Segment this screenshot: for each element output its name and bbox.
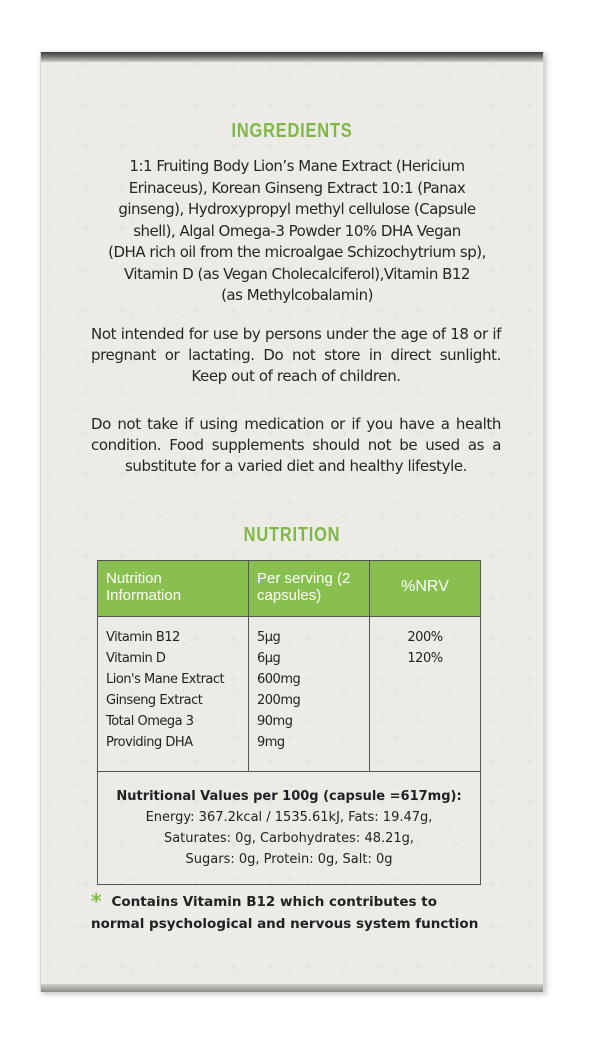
ingredients-list [87, 156, 507, 307]
nutrient-nrv: 120% [407, 651, 443, 666]
box-top-edge [41, 52, 543, 62]
nutrient-name: Ginseng Extract [106, 693, 203, 708]
ingredients-line: shell), Algal Omega-3 Powder 10% DHA Vegan [133, 221, 461, 240]
warning-medication: Do not take if using medication or if you have a health condition. Food supplements should not be used as a substitute for a varied diet and healthy lifestyle. [91, 415, 501, 475]
footnote-line-1 [91, 890, 511, 913]
nutrient-amount: 6µg [257, 651, 281, 666]
nutrient-amount: 600mg [257, 672, 301, 687]
nutrient-name: Vitamin B12 [106, 630, 180, 645]
footnote-text-2: normal psychological and nervous system function [91, 916, 479, 932]
warning-age-storage: Not intended for use by persons under the age of 18 or if pregnant or lactating. Do not store in direct sunlight. Keep out of reach of children. [91, 325, 501, 385]
ingredients-line: Erinaceus), Korean Ginseng Extract 10:1 (Panax [128, 178, 466, 197]
ingredients-line: (as Methylcobalamin) [221, 286, 373, 304]
vitamin-b12-claim [91, 890, 511, 935]
header-per-serving: Per serving (2 capsules) [249, 561, 370, 616]
ingredients-line: ginseng), Hydroxypropyl methyl cellulose (Capsule [118, 200, 476, 218]
values-title: Nutritional Values per 100g (capsule =617mg): [116, 789, 462, 804]
header-nrv: %NRV [401, 578, 449, 595]
nutrient-amount: 90mg [257, 714, 293, 729]
footnote-text-1: Contains Vitamin B12 which contributes to [111, 894, 437, 910]
product-box-side [40, 52, 544, 992]
nutrient-nrv-column [370, 617, 480, 771]
nutrient-amount: 5µg [257, 630, 281, 645]
values-line: Sugars: 0g, Protein: 0g, Salt: 0g [185, 852, 393, 867]
nutrition-heading: NUTRITION [243, 524, 341, 546]
asterisk-icon: * [91, 889, 102, 913]
ingredients-heading: INGREDIENTS [231, 120, 353, 142]
ingredients-line: (DHA rich oil from the microalgae Schizochytrium sp), [108, 243, 486, 261]
nutrient-amount: 200mg [257, 693, 301, 708]
values-line: Energy: 367.2kcal / 1535.61kJ, Fats: 19.47g, [145, 810, 433, 825]
values-line: Saturates: 0g, Carbohydrates: 48.21g, [163, 831, 415, 846]
nutrient-nrv: 200% [407, 630, 443, 645]
nutrition-table-body [98, 617, 480, 772]
header-nutrition-information: Nutrition Information [98, 561, 249, 616]
nutrition-table-header [98, 561, 480, 617]
ingredients-line: 1:1 Fruiting Body Lion’s Mane Extract (Hericium [129, 157, 465, 175]
nutrient-name: Providing DHA [106, 735, 193, 750]
ingredients-line: Vitamin D (as Vegan Cholecalciferol),Vitamin B12 [124, 264, 470, 283]
nutrient-amount: 9mg [257, 735, 285, 750]
nutrient-amount-column [249, 617, 370, 771]
nutrition-table [97, 560, 481, 885]
nutrient-name: Total Omega 3 [106, 714, 194, 729]
nutrient-name: Lion's Mane Extract [106, 672, 225, 687]
nutrient-name: Vitamin D [106, 651, 166, 666]
nutrient-name-column [98, 617, 249, 771]
box-bottom-edge [41, 984, 543, 992]
nutritional-values-per-100g [98, 772, 480, 884]
